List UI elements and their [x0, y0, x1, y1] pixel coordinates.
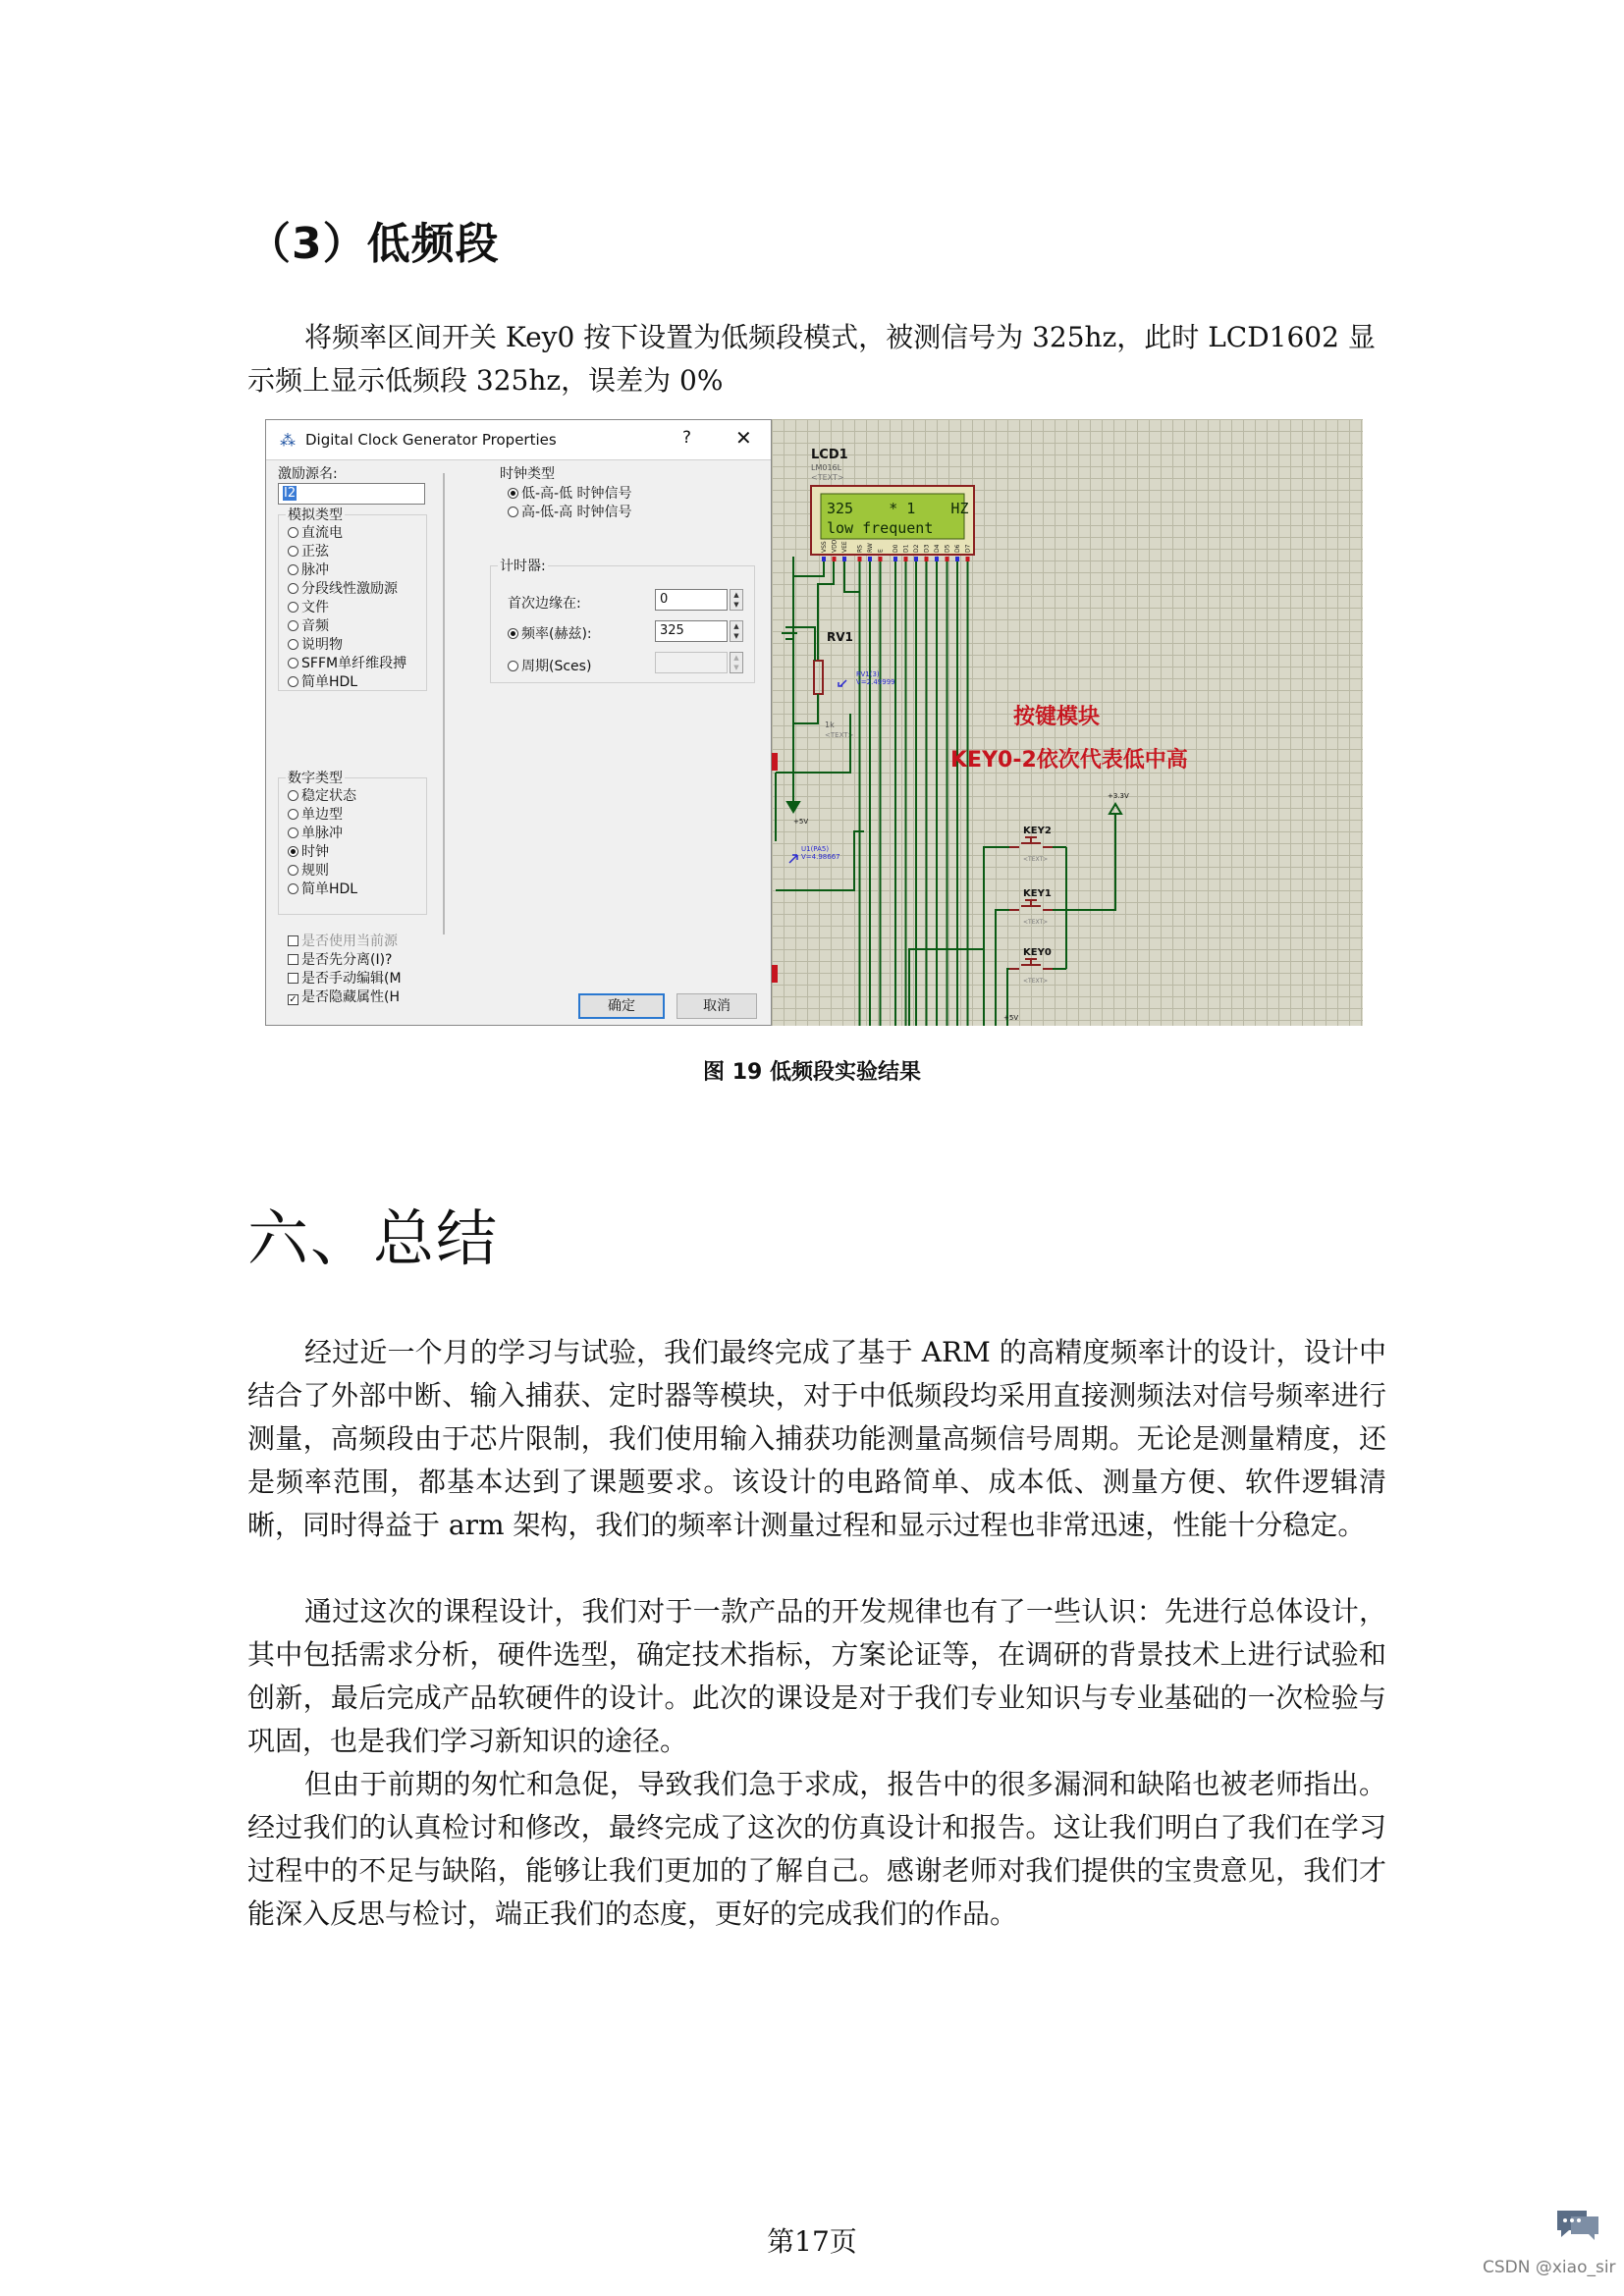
lcd-pin — [833, 557, 837, 561]
lcd-pin-label: D3 — [923, 544, 931, 553]
lcd-pin-label: VSS — [821, 541, 828, 553]
analog-type-label: 音频 — [301, 618, 329, 634]
digital-type-option[interactable] — [288, 785, 356, 805]
csdn-watermark: CSDN @xiao_sir — [1483, 2258, 1616, 2277]
analog-type-radio[interactable] — [288, 676, 298, 687]
figure-screenshot — [265, 419, 1363, 1026]
lcd-line-2: low frequent — [827, 519, 934, 537]
frequency-label: 频率(赫兹): — [521, 626, 592, 642]
period-label: 周期(Sces) — [521, 659, 592, 674]
key-text-tag: <TEXT> — [1023, 856, 1049, 863]
lcd-pin — [946, 557, 949, 561]
module-title: 按键模块 — [1013, 705, 1101, 729]
digital-type-radio[interactable] — [288, 865, 298, 876]
analog-type-label: 简单HDL — [301, 674, 358, 690]
dialog-option-label: 是否隐藏属性(H — [301, 989, 400, 1005]
dialog-option-label: 是否先分离(I)? — [301, 952, 393, 968]
module-subtitle: KEY0-2依次代表低中高 — [950, 748, 1188, 773]
rv-body — [814, 661, 823, 694]
dialog-option-checkbox[interactable] — [288, 973, 298, 984]
lcd-pin — [868, 557, 872, 561]
app-icon: ⁂ — [280, 431, 296, 450]
digital-type-radio[interactable] — [288, 828, 298, 838]
digital-type-label: 稳定状态 — [301, 788, 356, 804]
supply-label: +3.3V — [1108, 792, 1129, 800]
digital-type-label: 时钟 — [301, 844, 329, 860]
lcd-pin-label: D7 — [964, 544, 972, 553]
rv-probe-value: V=2.49999 — [856, 678, 895, 686]
analog-type-option[interactable] — [288, 671, 357, 691]
dialog-option-label: 是否手动编辑(M — [301, 971, 402, 987]
lcd-pin — [858, 557, 862, 561]
lcd-pin-label: D4 — [934, 544, 941, 553]
lcd-wires — [793, 561, 968, 1026]
supply-arrow — [1110, 804, 1121, 814]
analog-type-label: 模拟类型 — [286, 505, 345, 524]
analog-type-label: SFFM单纤维段搏 — [301, 656, 407, 671]
dialog-title: Digital Clock Generator Properties — [305, 431, 557, 449]
analog-type-option[interactable] — [288, 597, 329, 616]
lcd-pin-label: VEE — [841, 541, 848, 553]
analog-type-radio[interactable] — [288, 527, 298, 538]
summary-paragraph-1: 经过近一个月的学习与试验，我们最终完成了基于 ARM 的高精度频率计的设计，设计中结合了外部中断、输入捕获、定时器等模块，对于中低频段均采用直接测频法对信号频率进行测量，高频段由于芯片限制，我们使用输入捕获功能测量高频信号周期。无论是测量精度，还是频率范围，都基本达到了课题要求。该设计的电路简单、成本低、测量方便、软件逻辑清晰，同时得益于 arm 架构，我们的频率计测量过程和显示过程也非常迅速，性能十分稳定。 — [247, 1336, 1386, 1541]
probe-2-wire — [776, 831, 864, 890]
dialog-option-option[interactable] — [288, 949, 392, 969]
lcd-pin-label: RW — [867, 543, 874, 553]
digital-type-label: 数字类型 — [286, 768, 345, 787]
lcd-pin — [879, 557, 883, 561]
clock-type-option[interactable] — [508, 483, 632, 503]
rv-label: RV1 — [827, 630, 853, 644]
period-option[interactable] — [508, 656, 591, 675]
lcd-model: LM016L — [811, 463, 842, 472]
vcc-label: +5V — [793, 818, 809, 826]
digital-type-label: 简单HDL — [301, 881, 358, 897]
schematic-drawing — [772, 419, 1363, 1026]
key-text-tag: <TEXT> — [1023, 919, 1049, 926]
lcd-line-1: 325 * 1 HZ — [827, 500, 969, 517]
close-icon[interactable]: ✕ — [735, 426, 752, 450]
analog-type-option[interactable] — [288, 541, 329, 561]
digital-type-option[interactable] — [288, 804, 343, 824]
clock-type-radio[interactable] — [508, 507, 518, 517]
digital-type-label: 单脉冲 — [301, 826, 343, 841]
clock-type-radio[interactable] — [508, 488, 518, 499]
schematic-canvas — [772, 419, 1363, 1026]
analog-type-radio[interactable] — [288, 602, 298, 613]
analog-type-radio[interactable] — [288, 546, 298, 557]
lcd-pin — [925, 557, 929, 561]
analog-type-option[interactable] — [288, 653, 406, 672]
source-name-field[interactable] — [278, 483, 425, 505]
timing-label: 计时器: — [498, 556, 548, 575]
period-input[interactable] — [655, 652, 728, 673]
frequency-spinner[interactable]: ▲ ▼ — [730, 620, 743, 642]
period-radio[interactable] — [508, 661, 518, 671]
figure-caption: 图 19 低频段实验结果 — [703, 1060, 921, 1085]
clock-type-option[interactable] — [508, 502, 632, 521]
lcd-pin — [935, 557, 939, 561]
chat-icon[interactable] — [1553, 2205, 1602, 2244]
digital-type-option[interactable] — [288, 823, 343, 842]
summary-paragraph-3: 但由于前期的匆忙和急促，导致我们急于求成，报告中的很多漏洞和缺陷也被老师指出。经过我们的认真检讨和修改，最终完成了这次的仿真设计和报告。这让我们明白了我们在学习过程中的不足与缺陷，能够让我们更加的了解自己。感谢老师对我们提供的宝贵意见，我们才能深入反思与检讨，端正我们的态度，更好的完成我们的作品。 — [247, 1768, 1386, 1930]
probe-2-arrow — [789, 855, 797, 863]
digital-type-option[interactable] — [288, 860, 329, 880]
analog-type-radio[interactable] — [288, 564, 298, 575]
lcd-pin-label: D6 — [954, 544, 961, 553]
dialog-option-checkbox[interactable] — [288, 954, 298, 965]
dialog-option-checkbox[interactable] — [288, 935, 298, 946]
lcd-power-wire — [793, 561, 860, 661]
lcd-text-tag: <TEXT> — [811, 473, 844, 482]
rv-value: 1k — [825, 721, 835, 729]
analog-type-option[interactable] — [288, 634, 343, 654]
lcd-pin — [822, 557, 826, 561]
digital-type-option[interactable] — [288, 841, 329, 861]
analog-type-label: 分段线性激励源 — [301, 581, 398, 597]
first-edge-spinner[interactable]: ▲ ▼ — [730, 589, 743, 611]
rv-text-tag: <TEXT> — [825, 731, 854, 739]
rv-probe-arrow — [839, 680, 846, 686]
first-edge-label: 首次边缘在: — [508, 596, 581, 612]
key-label: KEY0 — [1023, 947, 1052, 958]
source-name-label: 激励源名: — [278, 466, 338, 482]
clock-type-label: 低-高-低 时钟信号 — [521, 486, 632, 502]
dialog-option-option[interactable] — [288, 968, 402, 988]
lcd-pin — [842, 557, 846, 561]
dialog-titlebar — [266, 420, 771, 460]
analog-type-label: 直流电 — [301, 525, 343, 541]
probe-2-value: V=4.98667 — [801, 853, 840, 861]
lcd-pin-label: D0 — [893, 544, 899, 553]
panel-divider — [443, 473, 445, 934]
digital-type-option[interactable] — [288, 879, 357, 898]
frequency-option[interactable] — [508, 623, 592, 643]
properties-dialog — [265, 419, 772, 1026]
digital-type-radio[interactable] — [288, 790, 298, 801]
period-spinner[interactable]: ▲ ▼ — [730, 652, 743, 673]
section-heading: （3）低频段 — [247, 219, 500, 269]
lcd-pin — [904, 557, 908, 561]
summary-heading: 六、总结 — [247, 1202, 500, 1274]
dialog-option-option[interactable] — [288, 987, 400, 1006]
analog-type-radio[interactable] — [288, 620, 298, 631]
analog-type-label: 正弦 — [301, 544, 329, 560]
source-name-value: I2 — [284, 486, 297, 501]
lcd-pin-label: D1 — [902, 544, 910, 553]
lcd-pin — [914, 557, 918, 561]
summary-paragraph-2: 通过这次的课程设计，我们对于一款产品的开发规律也有了一些认识：先进行总体设计，其中包括需求分析，硬件选型，确定技术指标，方案论证等，在调研的背景技术上进行试验和创新，最后完成产品软硬件的设计。此次的课设是对于我们专业知识与专业基础的一次检验与巩固，也是我们学习新知识的途径。 — [247, 1595, 1386, 1757]
analog-type-radio[interactable] — [288, 639, 298, 650]
key-switch-symbol — [1009, 959, 1053, 969]
digital-type-radio[interactable] — [288, 809, 298, 820]
key-switches — [1009, 826, 1053, 985]
lcd-pin-label: VDD — [831, 539, 839, 553]
ok-button[interactable]: 确定 — [578, 993, 665, 1019]
key-label: KEY1 — [1023, 888, 1052, 899]
lcd-pin-label: RS — [856, 545, 864, 553]
key-text-tag: <TEXT> — [1023, 978, 1049, 985]
analog-type-radio[interactable] — [288, 583, 298, 594]
key-wiring — [909, 814, 1115, 1026]
digital-type-radio[interactable] — [288, 846, 298, 857]
clock-type-label: 高-低-高 时钟信号 — [521, 505, 632, 520]
analog-type-option[interactable] — [288, 522, 343, 542]
red-mark-1 — [772, 753, 778, 771]
digital-type-label: 规则 — [301, 863, 329, 879]
lcd-pin-label: D5 — [944, 544, 951, 553]
bottom-vcc-label: +5V — [1003, 1014, 1019, 1022]
digital-type-label: 单边型 — [301, 807, 343, 823]
probe-2-name: U1(PA5) — [801, 845, 830, 853]
dialog-option-checkbox[interactable]: ✓ — [289, 994, 298, 1005]
lcd-pin-label: D2 — [913, 544, 920, 553]
left-wiring — [776, 557, 850, 841]
dialog-option-option[interactable] — [288, 931, 398, 950]
rv-probe-name: RV1(3) — [856, 670, 880, 678]
cancel-button[interactable]: 取消 — [677, 993, 757, 1019]
page-number: 第17页 — [767, 2225, 857, 2258]
first-edge-input[interactable]: 0 — [655, 589, 728, 611]
key-switch-symbol — [1009, 900, 1053, 910]
analog-type-label: 文件 — [301, 600, 329, 615]
frequency-radio[interactable] — [508, 628, 518, 639]
key-label: KEY2 — [1023, 826, 1052, 836]
analog-type-option[interactable] — [288, 578, 398, 598]
digital-type-radio[interactable] — [288, 883, 298, 894]
lcd-label: LCD1 — [811, 448, 848, 462]
key-switch-symbol — [1009, 837, 1053, 847]
lcd-pin — [966, 557, 970, 561]
lcd-pin — [893, 557, 897, 561]
section-intro: 将频率区间开关 Key0 按下设置为低频段模式，被测信号为 325hz，此时 LCD1602 显示频上显示低频段 325hz，误差为 0% — [247, 321, 1376, 397]
red-mark-2 — [772, 965, 778, 983]
analog-type-label: 说明物 — [301, 637, 343, 653]
analog-type-radio[interactable] — [288, 658, 298, 668]
help-button[interactable]: ? — [682, 428, 692, 448]
frequency-input[interactable]: 325 — [655, 620, 728, 642]
analog-type-label: 脉冲 — [301, 562, 329, 578]
lcd-pin-label: E — [877, 549, 885, 553]
dialog-option-label: 是否使用当前源 — [301, 934, 398, 949]
analog-type-option[interactable] — [288, 560, 329, 579]
clock-type-label: 时钟类型 — [500, 466, 555, 482]
analog-type-option[interactable] — [288, 615, 329, 635]
lcd-pin — [955, 557, 959, 561]
